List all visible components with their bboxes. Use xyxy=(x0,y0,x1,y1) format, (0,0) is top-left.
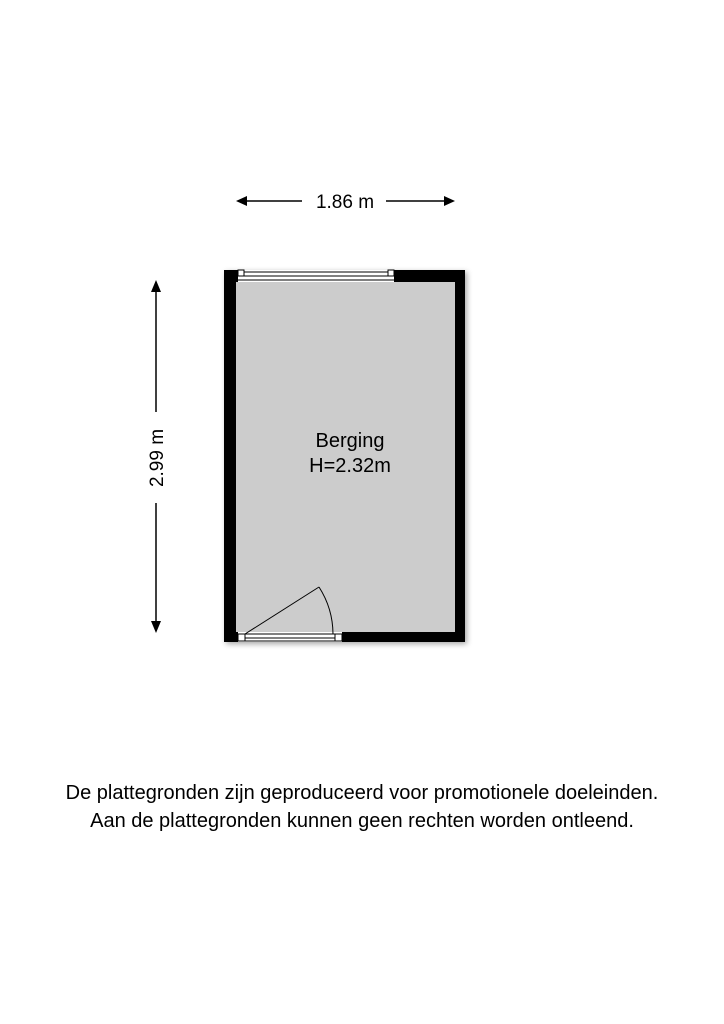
room-height: H=2.32m xyxy=(309,455,391,477)
disclaimer-line-1: De plattegronden zijn geproduceerd voor promotionele doeleinden. xyxy=(65,782,659,804)
top-window xyxy=(238,270,394,282)
width-label: 1.86 m xyxy=(315,192,375,213)
disclaimer-line-2: Aan de plattegronden kunnen geen rechten worden ontleend. xyxy=(90,810,634,832)
disclaimer xyxy=(0,779,724,835)
width-dimension xyxy=(236,192,455,213)
depth-label: 2.99 m xyxy=(147,428,168,488)
room-name: Berging xyxy=(315,430,385,452)
depth-dimension xyxy=(147,280,168,633)
